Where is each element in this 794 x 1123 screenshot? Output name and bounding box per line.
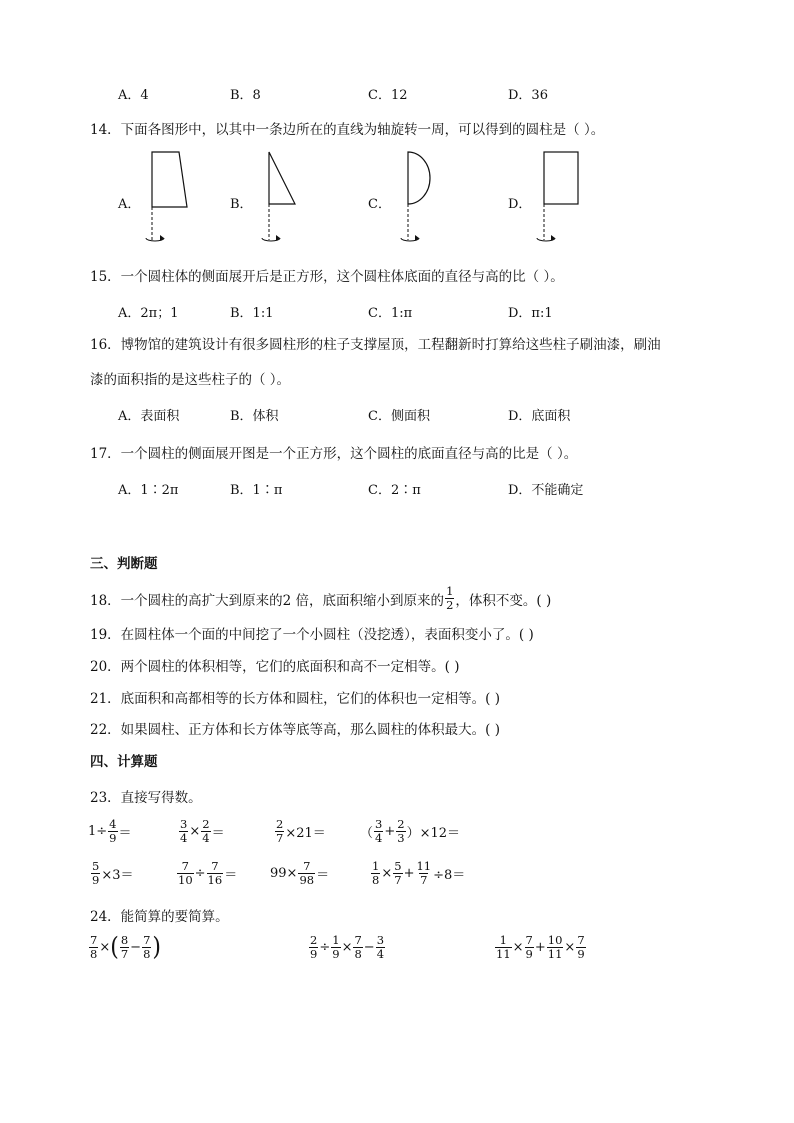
q16-option-b: B．体积 [230, 409, 279, 424]
q13-option-d: D．36 [508, 88, 548, 103]
q14-label-d: D． [508, 197, 532, 212]
q20-text: 20．两个圆柱的体积相等，它们的底面积和高不一定相等。( ) [90, 659, 460, 675]
figure-c-semicircle [401, 152, 430, 241]
q18-fraction: $\frac{1}{2}$ [446, 584, 454, 613]
q23-text: 23．直接写得数。 [90, 790, 202, 806]
q14-label-b: B． [230, 197, 253, 212]
figure-a-trapezoid [146, 152, 187, 241]
figure-d-rectangle [537, 152, 578, 241]
q23-expr-1: 1÷ $\frac{4}{9}$ ＝ [88, 817, 132, 846]
q13-option-c: C．12 [368, 88, 408, 103]
q19-text: 19．在圆柱体一个面的中间挖了一个小圆柱（没挖透），表面积变小了。( ) [90, 627, 534, 643]
q23-expr-8: $\frac{1}{8}$ × $\frac{5}{7}$ + $\frac{11}{7}$ ÷8＝ [372, 859, 466, 888]
q13-option-a: A．4 [118, 88, 149, 103]
q14-label-a: A． [118, 197, 141, 212]
q24-expr-2: $\frac{2}{9}$ ÷ $\frac{1}{9}$ × $\frac{7}{8}$ − $\frac{3}{4}$ [310, 933, 385, 962]
q16-text-line1: 16．博物馆的建筑设计有很多圆柱形的柱子支撑屋顶，工程翻新时打算给这些柱子刷油漆，刷油 [90, 337, 661, 353]
q17-option-b: B．1∶π [230, 483, 283, 498]
q16-option-a: A．表面积 [118, 409, 180, 424]
q24-expr-3: $\frac{1}{11}$ × $\frac{7}{9}$ + $\frac{10}{11}$ × $\frac{7}{9}$ [496, 933, 585, 962]
q13-option-b: B．8 [230, 88, 261, 103]
q17-text: 17．一个圆柱的侧面展开图是一个正方形，这个圆柱的底面直径与高的比是（ ）。 [90, 446, 578, 462]
q23-expr-3: $\frac{2}{7}$ ×21＝ [276, 817, 326, 846]
q21-text: 21．底面积和高都相等的长方体和圆柱，它们的体积也一定相等。( ) [90, 691, 501, 707]
q23-expr-6: $\frac{7}{10}$ ÷ $\frac{7}{16}$ ＝ [178, 859, 238, 888]
section-4-title: 四、计算题 [90, 754, 158, 770]
q15-option-d: D．π:1 [508, 306, 553, 321]
q15-text: 15．一个圆柱体的侧面展开后是正方形，这个圆柱体底面的直径与高的比（ ）。 [90, 269, 564, 285]
figure-b-triangle [262, 152, 295, 241]
q14-text: 14．下面各图形中，以其中一条边所在的直线为轴旋转一周，可以得到的圆柱是（ ）。 [90, 122, 605, 138]
q18-pre: 18．一个圆柱的高扩大到原来的2 倍，底面积缩小到原来的 [90, 592, 445, 609]
q22-text: 22．如果圆柱、正方体和长方体等底等高，那么圆柱的体积最大。( ) [90, 722, 501, 738]
q15-option-c: C．1:π [368, 306, 413, 321]
q23-expr-5: $\frac{5}{9}$ ×3＝ [92, 859, 134, 888]
q16-option-c: C．侧面积 [368, 409, 430, 424]
q17-option-c: C．2∶π [368, 483, 421, 498]
q23-expr-4: （ $\frac{3}{4}$ + $\frac{2}{3}$ ）×12＝ [360, 817, 461, 846]
q15-option-b: B．1:1 [230, 306, 274, 321]
q24-expr-1: $\frac{7}{8}$ × ( $\frac{8}{7}$ − $\frac{7}{8}$ ) [90, 932, 161, 962]
q17-option-a: A．1∶2π [118, 483, 179, 498]
q15-option-a: A．2π；1 [118, 306, 179, 321]
q23-expr-7: 99× $\frac{7}{98}$ ＝ [270, 859, 330, 888]
q17-option-d: D．不能确定 [508, 483, 584, 498]
q16-text-line2: 漆的面积指的是这些柱子的（ ）。 [90, 372, 291, 388]
q14-label-c: C． [368, 197, 391, 212]
q23-expr-2: $\frac{3}{4}$ × $\frac{2}{4}$ ＝ [180, 817, 225, 846]
q18 [90, 585, 551, 612]
q14-figures [0, 0, 794, 260]
section-3-title: 三、判断题 [90, 556, 158, 572]
q16-option-d: D．底面积 [508, 409, 571, 424]
q18-post: ，体积不变。( ) [455, 592, 552, 609]
q24-text: 24．能简算的要简算。 [90, 909, 229, 925]
